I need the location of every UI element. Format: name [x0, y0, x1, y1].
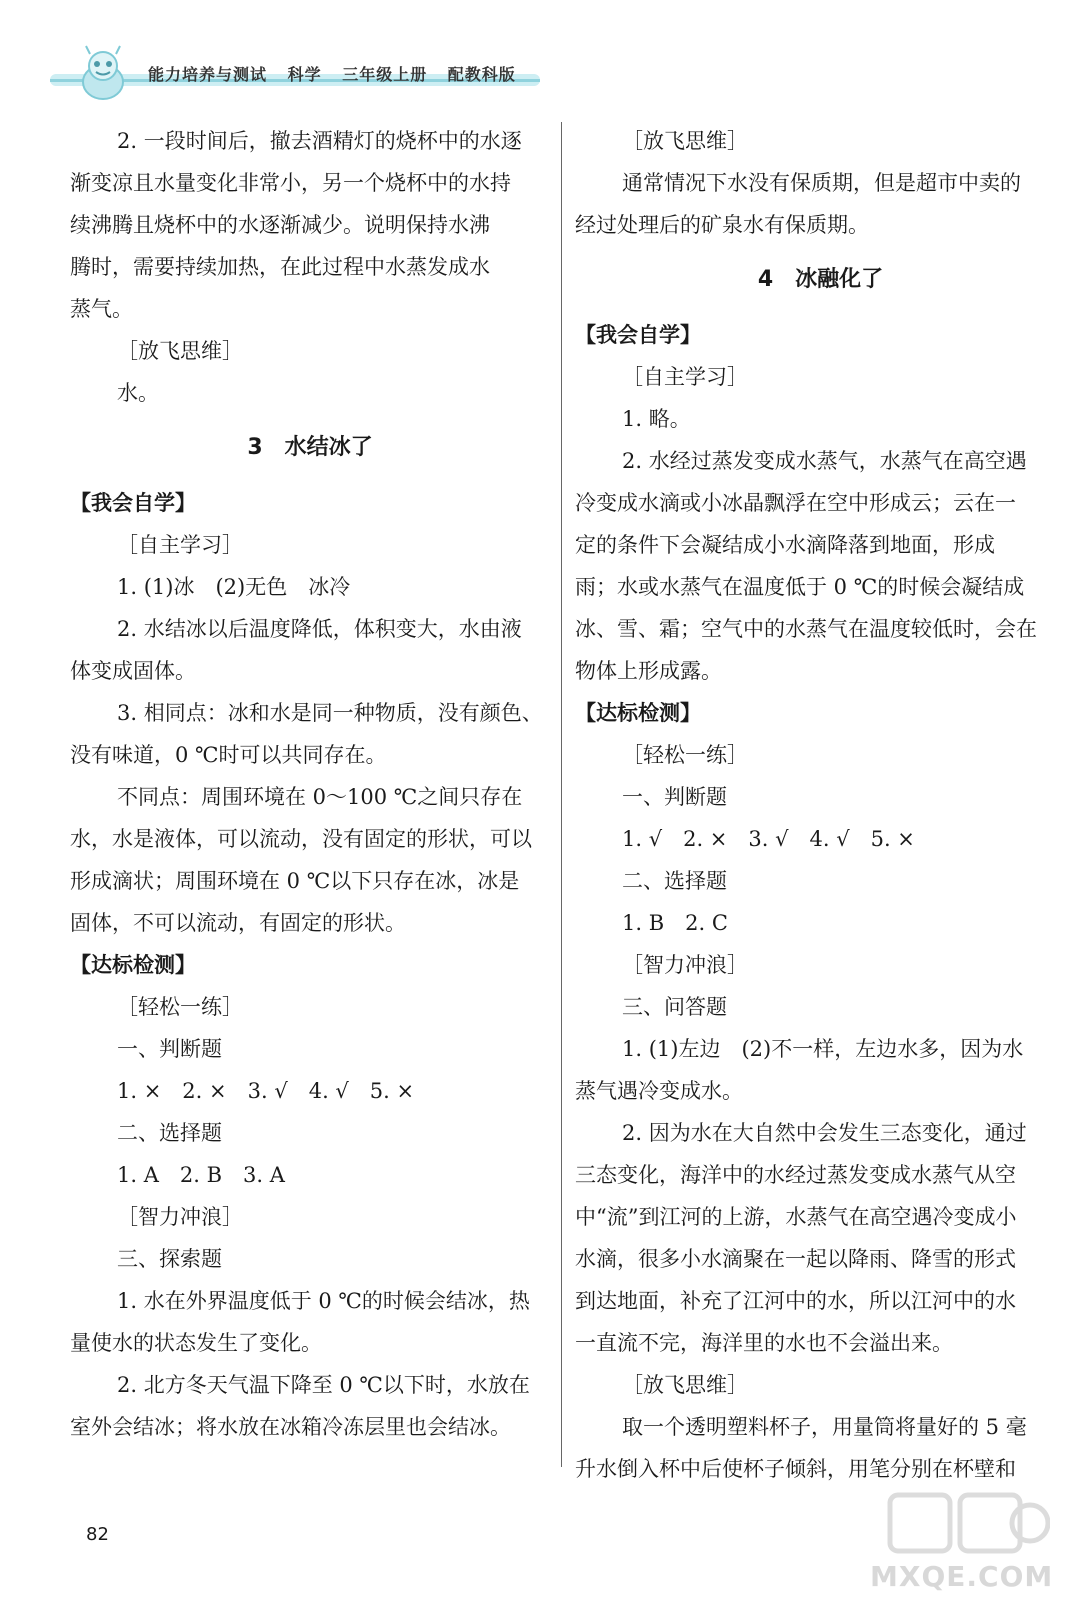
section-label: 【我会自学】 [70, 490, 196, 515]
text-line: 1. A 2. B 3. A [117, 1163, 285, 1187]
text-line: 一直流不完，海洋里的水也不会溢出来。 [575, 1331, 953, 1355]
text-line: 续沸腾且烧杯中的水逐渐减少。说明保持水沸 [70, 213, 490, 237]
text-line: 二、选择题 [622, 869, 727, 893]
text-line: ［放飞思维］ [622, 1373, 748, 1397]
text-line: 量使水的状态发生了变化。 [70, 1331, 322, 1355]
section-label: 【达标检测】 [575, 700, 701, 725]
text-line: 固体，不可以流动，有固定的形状。 [70, 911, 406, 935]
text-line: 1. 水在外界温度低于 0 ℃的时候会结冰，热 [117, 1289, 530, 1313]
text-line: 水，水是液体，可以流动，没有固定的形状，可以 [70, 827, 532, 851]
text-line: ［智力冲浪］ [622, 953, 748, 977]
text-line: 体变成固体。 [70, 659, 196, 683]
edition: 配教科版 [447, 65, 516, 84]
text-line: 升水倒入杯中后使杯子倾斜，用笔分别在杯壁和 [575, 1457, 1016, 1481]
section-label: 【我会自学】 [575, 322, 701, 347]
text-line: 水滴，很多小水滴聚在一起以降雨、降雪的形式 [575, 1247, 1016, 1271]
text-line: ［轻松一练］ [622, 743, 748, 767]
book-title: 能力培养与测试 [148, 65, 268, 84]
text-line: 3. 相同点：冰和水是同一种物质，没有颜色、 [117, 701, 543, 725]
header-title [148, 62, 530, 85]
text-line: 冷变成水滴或小冰晶飘浮在空中形成云；云在一 [575, 491, 1016, 515]
page-number: 82 [86, 1524, 109, 1545]
text-line: 渐变凉且水量变化非常小，另一个烧杯中的水持 [70, 171, 511, 195]
text-line: 2. 水结冰以后温度降低，体积变大，水由液 [117, 617, 522, 641]
text-line: 雨；水或水蒸气在温度低于 0 ℃的时候会凝结成 [575, 575, 1025, 599]
watermark-text: MXQE.COM [870, 1560, 1054, 1593]
text-line: 1. × 2. × 3. √ 4. √ 5. × [117, 1079, 415, 1103]
text-line: 蒸气遇冷变成水。 [575, 1079, 743, 1103]
text-line: ［自主学习］ [117, 533, 243, 557]
text-line: 通常情况下水没有保质期，但是超市中卖的 [622, 171, 1021, 195]
text-line: 定的条件下会凝结成小水滴降落到地面，形成 [575, 533, 995, 557]
text-line: 2. 北方冬天气温下降至 0 ℃以下时，水放在 [117, 1373, 530, 1397]
mascot-logo-icon [72, 44, 134, 102]
text-line: 经过处理后的矿泉水有保质期。 [575, 213, 869, 237]
right-column [575, 120, 1066, 1490]
section-label: 【达标检测】 [70, 952, 196, 977]
subject: 科学 [287, 65, 322, 84]
text-line: 1. 略。 [622, 407, 691, 431]
text-line: 冰、雪、霜；空气中的水蒸气在温度较低时，会在 [575, 617, 1037, 641]
text-line: 三、问答题 [622, 995, 727, 1019]
text-line: 没有味道，0 ℃时可以共同存在。 [70, 743, 387, 767]
text-line: ［轻松一练］ [117, 995, 243, 1019]
text-line: 形成滴状；周围环境在 0 ℃以下只存在冰，冰是 [70, 869, 520, 893]
text-line: 物体上形成露。 [575, 659, 722, 683]
text-line: 蒸气。 [70, 297, 133, 321]
text-line: ［放飞思维］ [622, 129, 748, 153]
text-line: 1. B 2. C [622, 911, 728, 935]
text-line: 到达地面，补充了江河中的水，所以江河中的水 [575, 1289, 1016, 1313]
text-line: 二、选择题 [117, 1121, 222, 1145]
text-line: ［放飞思维］ [117, 339, 243, 363]
text-line: 不同点：周围环境在 0～100 ℃之间只存在 [117, 785, 523, 809]
left-column [70, 120, 550, 1448]
text-line: 室外会结冰；将水放在冰箱冷冻层里也会结冰。 [70, 1415, 511, 1439]
text-line: 2. 水经过蒸发变成水蒸气，水蒸气在高空遇 [622, 449, 1027, 473]
text-line: 1. (1)左边 (2)不一样，左边水多，因为水 [622, 1037, 1024, 1061]
text-line: ［自主学习］ [622, 365, 748, 389]
grade: 三年级上册 [342, 65, 428, 84]
text-line: 一、判断题 [622, 785, 727, 809]
text-line: 一、判断题 [117, 1037, 222, 1061]
text-line: 中“流”到江河的上游，水蒸气在高空遇冷变成小 [575, 1205, 1017, 1229]
text-line: 腾时，需要持续加热，在此过程中水蒸发成水 [70, 255, 490, 279]
text-line: 1. √ 2. × 3. √ 4. √ 5. × [622, 827, 915, 851]
text-line: 三态变化，海洋中的水经过蒸发变成水蒸气从空 [575, 1163, 1016, 1187]
text-line: 2. 一段时间后，撤去酒精灯的烧杯中的水逐 [117, 129, 522, 153]
section-heading: 3 水结冰了 [247, 435, 373, 460]
text-line: 水。 [117, 381, 159, 405]
section-heading: 4 冰融化了 [757, 267, 884, 292]
text-line: ［智力冲浪］ [117, 1205, 243, 1229]
text-line: 取一个透明塑料杯子，用量筒将量好的 5 毫 [622, 1415, 1027, 1439]
column-divider [561, 122, 562, 1467]
text-line: 2. 因为水在大自然中会发生三态变化，通过 [622, 1121, 1027, 1145]
text-line: 1. (1)冰 (2)无色 冰冷 [117, 575, 351, 599]
text-line: 三、探索题 [117, 1247, 222, 1271]
